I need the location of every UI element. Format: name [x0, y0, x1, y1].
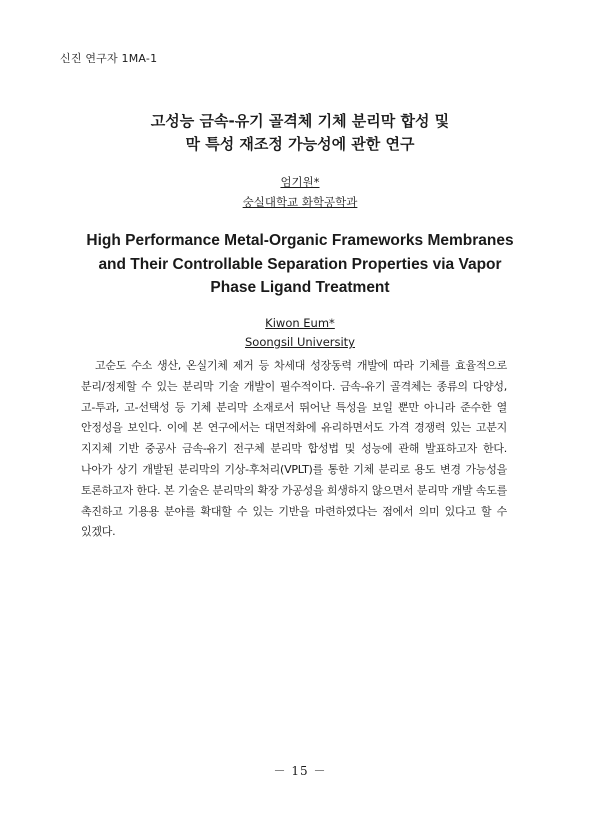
page-number: － 15 －: [273, 764, 327, 778]
english-title: [0, 229, 600, 300]
english-affiliation: Soongsil University: [244, 335, 355, 349]
english-title-line-3: Phase Ligand Treatment: [210, 279, 390, 296]
english-author-block: [0, 314, 600, 352]
korean-author-block: [0, 172, 600, 212]
korean-author-name: 엄기원*: [280, 175, 320, 189]
korean-affiliation: 숭실대학교 화학공학과: [242, 195, 358, 209]
english-title-line-1: High Performance Metal-Organic Frameworks Membranes: [86, 232, 514, 249]
english-author-name: Kiwon Eum*: [265, 316, 335, 330]
korean-title-line-2: 막 특성 재조정 가능성에 관한 연구: [185, 135, 415, 153]
korean-title-line-1: 고성능 금속-유기 골격체 기체 분리막 합성 및: [150, 112, 450, 130]
abstract-paragraph: 고순도 수소 생산, 온실기체 제거 등 차세대 성장동력 개발에 따라 기체를 효율적으로 분리/정제할 수 있는 분리막 기술 개발이 필수적이다. 금속-유기 골격체는 종류의 다양성, 고-투과, 고-선택성 등 기체 분리막 소재로서 뛰어난 특성을 보일 뿐만 아니라 준수한 열 안정성을 보인다. 이에 본 연구에서는 대면적화에 유리하면서도 가격 경쟁력 있는 고분지 지지체 기반 중공사 금속-유기 전구체 분리막 합성법 및 성능에 관해 발표하고자 한다. 나아가 상기 개발된 분리막의 기상-후처리(VPLT)를 통한 기체 분리로 용도 변경 가능성을 토론하고자 한다. 본 기술은 분리막의 확장 가공성을 희생하지 않으면서 분리막 개발 속도를 촉진하고 기용용 분야를 확대할 수 있는 기반을 마련하였다는 점에서 의미 있다고 할 수 있겠다.: [81, 359, 507, 539]
korean-title: [0, 110, 600, 156]
session-label: 신진 연구자 1MA-1: [60, 52, 158, 65]
english-title-line-2: and Their Controllable Separation Properties via Vapor: [98, 255, 502, 273]
